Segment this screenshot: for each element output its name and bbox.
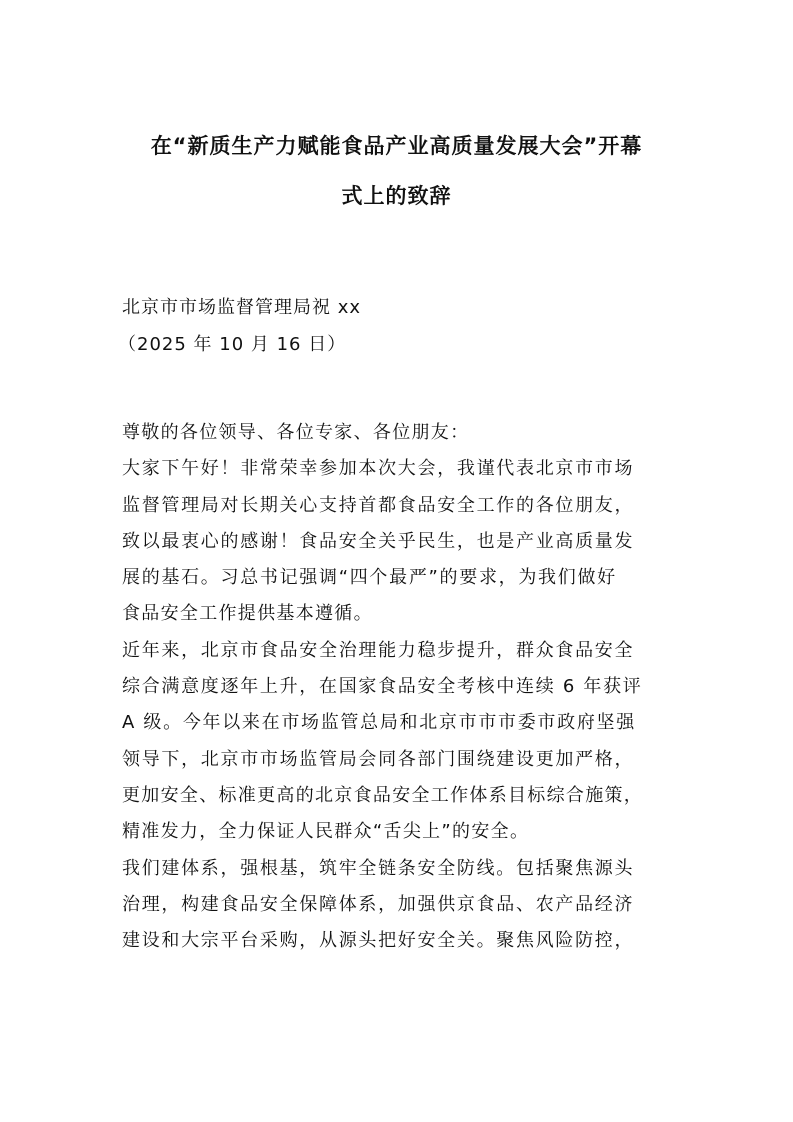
paragraph-line: A 级。今年以来在市场监管总局和北京市市市委市政府坚强 (122, 712, 636, 734)
paragraph-line: 建设和大宗平台采购，从源头把好安全关。聚焦风险防控， (122, 930, 635, 952)
paragraph-line: 食品安全工作提供基本遵循。 (122, 603, 373, 625)
paragraph-line: 综合满意度逐年上升，在国家食品安全考核中连续 6 年获评 (122, 676, 643, 698)
paragraph-line: 我们建体系，强根基，筑牢全链条安全防线。包括聚焦源头 (122, 857, 635, 879)
paragraph-line: 展的基石。习总书记强调“四个最严”的要求，为我们做好 (122, 567, 617, 589)
speech-body (122, 415, 682, 959)
paragraph-line: 大家下午好！非常荣幸参加本次大会，我谨代表北京市市场 (122, 458, 635, 480)
paragraph-line: 领导下，北京市市场监管局会同各部门围绕建设更加严格， (122, 748, 635, 770)
salutation: 尊敬的各位领导、各位专家、各位朋友： (122, 422, 470, 443)
paragraph-line: 近年来，北京市食品安全治理能力稳步提升，群众食品安全 (122, 639, 635, 661)
paragraph-line: 更加安全、标准更高的北京食品安全工作体系目标综合施策， (122, 784, 644, 806)
speech-date: （2025 年 10 月 16 日） (118, 334, 347, 355)
paragraph-line: 监督管理局对长期关心支持首都食品安全工作的各位朋友， (122, 494, 635, 516)
document-title-line-2: 式上的致辞 (341, 184, 452, 208)
paragraph-line: 致以最衷心的感谢！食品安全关乎民生，也是产业高质量发 (122, 530, 635, 552)
paragraph-line: 精准发力，全力保证人民群众“舌尖上”的安全。 (122, 821, 530, 843)
speaker-attribution: 北京市市场监督管理局祝 xx (122, 297, 362, 318)
paragraph-line: 治理，构建食品安全保障体系，加强供京食品、农产品经济 (122, 893, 635, 915)
document-title-line-1: 在“新质生产力赋能食品产业高质量发展大会”开幕 (150, 134, 643, 158)
